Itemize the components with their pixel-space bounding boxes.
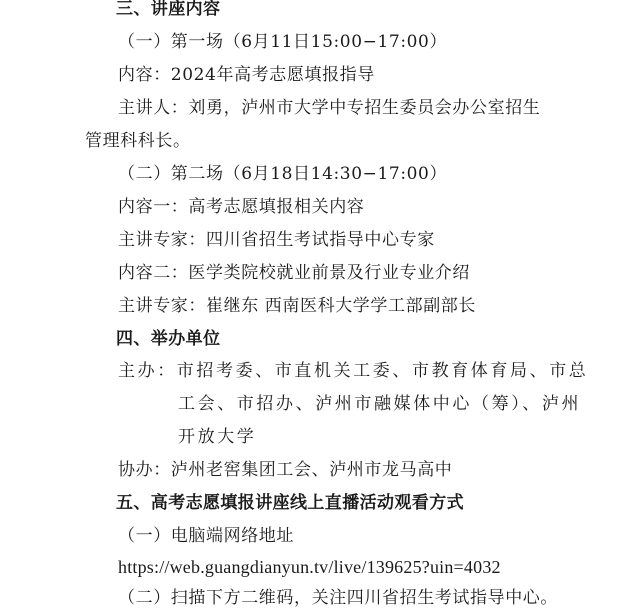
host-line-1: 主办：市招考委、市直机关工委、市教育体育局、市总: [118, 361, 589, 381]
session-1-speaker-line-1: 主讲人：刘勇，泸州市大学中专招生委员会办公室招生: [118, 98, 541, 118]
session-1-content: 内容：2024年高考志愿填报指导: [118, 65, 375, 85]
session-2-expert-1: 主讲专家：四川省招生考试指导中心专家: [118, 230, 435, 250]
section-five-heading: 五、高考志愿填报讲座线上直播活动观看方式: [116, 493, 464, 513]
host-line-2: 工会、市招办、泸州市融媒体中心（筹）、泸州: [178, 394, 582, 414]
session-1-title: （一）第一场（6月11日15:00−17:00）: [118, 32, 448, 52]
qr-scan-instruction: （二）扫描下方二维码，关注四川省招生考试指导中心。: [118, 588, 558, 608]
host-line-3: 开放大学: [178, 427, 257, 447]
session-2-expert-2: 主讲专家：崔继东 西南医科大学学工部副部长: [118, 296, 477, 316]
session-2-title: （二）第二场（6月18日14:30−17:00）: [118, 164, 448, 184]
section-three-heading: 三、讲座内容: [116, 0, 221, 19]
co-host-line: 协办：泸州老窖集团工会、泸州市龙马高中: [118, 460, 453, 480]
live-stream-url: https://web.guangdianyun.tv/live/139625?uin=4032: [118, 557, 501, 577]
session-2-content-2: 内容二：医学类院校就业前景及行业专业介绍: [118, 263, 470, 283]
section-four-heading: 四、举办单位: [116, 329, 221, 349]
session-2-content-1: 内容一：高考志愿填报相关内容: [118, 197, 365, 217]
session-1-speaker-line-2: 管理科科长。: [85, 131, 191, 151]
pc-address-label: （一）电脑端网络地址: [118, 526, 294, 546]
